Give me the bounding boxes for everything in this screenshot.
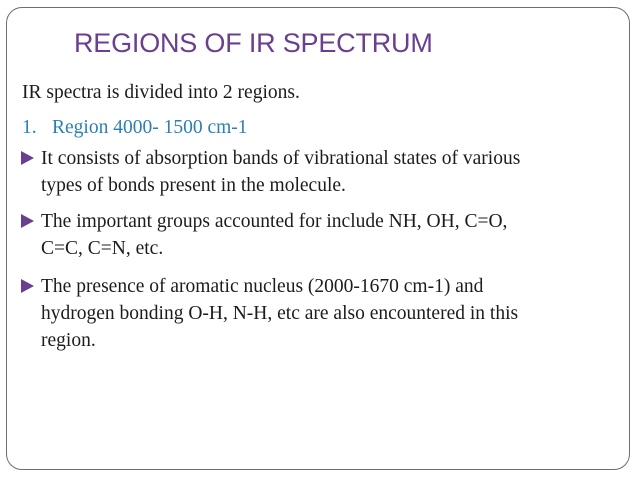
bullet-line: hydrogen bonding O-H, N-H, etc are also encountered in this bbox=[41, 303, 519, 324]
bullet-line: types of bonds present in the molecule. bbox=[41, 175, 346, 196]
numbered-item-text: Region 4000- 1500 cm-1 bbox=[52, 117, 248, 138]
numbered-item bbox=[22, 114, 248, 141]
slide-title: REGIONS OF IR SPECTRUM bbox=[74, 28, 433, 58]
bullet-text bbox=[41, 145, 621, 199]
bullet-line: C=C, C=N, etc. bbox=[41, 238, 164, 259]
bullet-line: The important groups accounted for include NH, OH, C=O, bbox=[41, 211, 508, 232]
bullet-arrow-icon bbox=[21, 214, 34, 228]
numbered-item-number: 1. bbox=[22, 117, 37, 138]
bullet-arrow-icon bbox=[21, 151, 34, 165]
bullet-text bbox=[41, 208, 621, 262]
bullet-line: The presence of aromatic nucleus (2000-1670 cm-1) and bbox=[41, 276, 484, 297]
bullet-text bbox=[41, 273, 621, 354]
bullet-line: region. bbox=[41, 330, 96, 351]
bullet-line: It consists of absorption bands of vibrational states of various bbox=[41, 148, 521, 169]
intro-text: IR spectra is divided into 2 regions. bbox=[22, 82, 300, 103]
bullet-arrow-icon bbox=[21, 279, 34, 293]
